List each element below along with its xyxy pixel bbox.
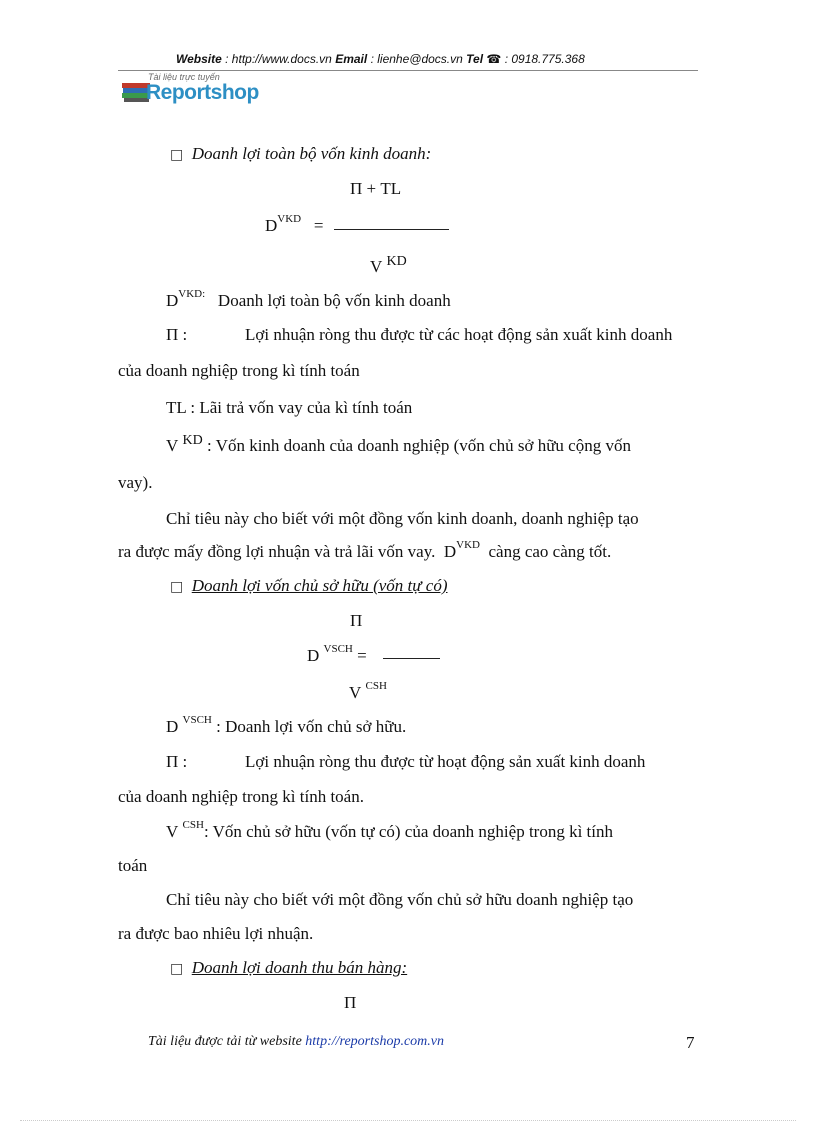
logo-name: Reportshop [146, 81, 259, 104]
section1-title: □ Doanh lợi toàn bộ vốn kinh doanh: [170, 144, 432, 163]
section2-note: Chỉ tiêu này cho biết với một đồng vốn chủ sở hữu doanh nghiệp tạo [166, 890, 634, 909]
bullet-icon: □ [170, 961, 184, 977]
section1-def4-cont: vay). [118, 473, 153, 492]
tel-label: Tel [466, 52, 484, 66]
formula2-denominator: V $^{CSH}$ [349, 680, 387, 702]
footer-link[interactable]: http://reportshop.com.vn [305, 1034, 444, 1049]
section1-def2: Π : [166, 325, 188, 344]
logo-tagline: Tài liệu trực tuyến [148, 72, 220, 82]
section2-def2: Π : [166, 752, 188, 771]
bullet-icon: □ [170, 147, 184, 163]
page-number: 7 [686, 1033, 695, 1052]
email-label: Email [335, 52, 368, 66]
bullet-icon: □ [170, 579, 184, 595]
website-label: Website [176, 52, 222, 66]
section1-def4: V $^{KD}$ : Vốn kinh doanh của doanh nghiệp (vốn chủ sở hữu cộng vốn [166, 433, 631, 455]
section3-title: □ Doanh lợi doanh thu bán hàng: [170, 958, 408, 977]
header-divider [118, 70, 698, 71]
section2-def3: V $^{CSH}$: Vốn chủ sở hữu (vốn tự có) của doanh nghiệp trong kì tính [166, 819, 614, 841]
logo [122, 72, 282, 108]
section1-def2-text: Lợi nhuận ròng thu được từ các hoạt động sản xuất kinh doanh [245, 325, 673, 344]
formula1-fraction-bar [334, 229, 449, 230]
section1-def3: TL : Lãi trả vốn vay của kì tính toán [166, 398, 413, 417]
footer-source: Tài liệu được tải từ website http://reportshop.com.vn [148, 1034, 444, 1049]
formula2-fraction-bar [383, 658, 440, 659]
section2-def2-cont: của doanh nghiệp trong kì tính toán. [118, 787, 364, 806]
tel-value: : 0918.775.368 [504, 52, 585, 66]
formula1-denominator: V $^{KD}$ [370, 254, 407, 276]
section2-def3-cont: toán [118, 856, 148, 875]
formula2-lhs: D $^{VSCH}$ = [307, 643, 367, 665]
section2-note-cont: ra được bao nhiêu lợi nhuận. [118, 924, 314, 943]
website-value[interactable]: : http://www.docs.vn [225, 52, 332, 66]
formula1-lhs: $D^{VKD}$ = [265, 213, 324, 235]
phone-icon: ☎ [486, 52, 502, 66]
formula1-numerator: Π + TL [350, 179, 402, 198]
section2-def2-text: Lợi nhuận ròng thu được từ hoạt động sản xuất kinh doanh [245, 752, 646, 771]
section1-note-cont: ra được mấy đồng lợi nhuận và trả lãi vốn vay. $D^{VKD}$ càng cao càng tốt. [118, 539, 612, 561]
section1-def2-cont: của doanh nghiệp trong kì tính toán [118, 361, 360, 380]
email-value[interactable]: : lienhe@docs.vn [370, 52, 463, 66]
section1-def1: $D^{VKD:}$ Doanh lợi toàn bộ vốn kinh doanh [166, 288, 451, 310]
page-bottom-border [20, 1120, 796, 1121]
section2-def1: D $^{VSCH}$ : Doanh lợi vốn chủ sở hữu. [166, 714, 407, 736]
section2-title: □ Doanh lợi vốn chủ sở hữu (vốn tự có) [170, 576, 448, 595]
formula3-numerator: Π [344, 993, 357, 1012]
section1-note: Chỉ tiêu này cho biết với một đồng vốn kinh doanh, doanh nghiệp tạo [166, 509, 639, 528]
header-contact [176, 52, 585, 66]
formula2-numerator: Π [350, 611, 363, 630]
